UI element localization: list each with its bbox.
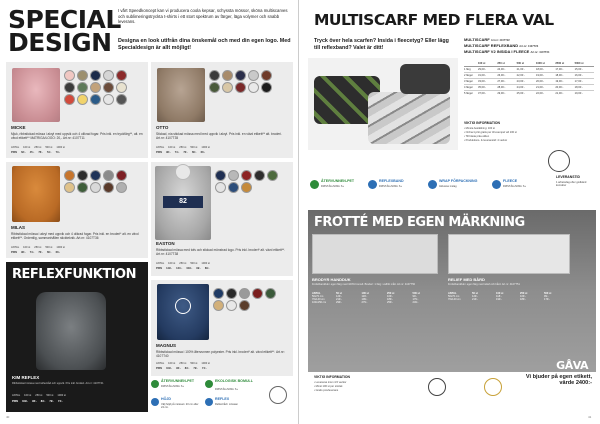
badge-title: EKOLOGISK BOMULL bbox=[215, 379, 253, 383]
towel-desc: Frottéhandduk i egen färg med relief och bård. Art.nr: 4107T51 bbox=[448, 283, 520, 286]
table-row: 50x70 cm 129:- 118:- 109:- 99:- bbox=[448, 295, 549, 298]
qty-row: ANTAL 100 st 250 st 500 st 1000 st bbox=[156, 362, 210, 365]
scarves-photo bbox=[308, 58, 458, 150]
info-item: • Minsta beställning: 100 st bbox=[464, 127, 495, 130]
table-header: 100 st 250 st 500 st 1000 st 2500 st 5000 st bbox=[464, 62, 594, 67]
product-desc: Ribbstickad mössa med tofs och stickad mönstrad logo. Pris inkl. broderi* alt. vävd etikett**. Art.nr: 4107T38 bbox=[156, 248, 286, 256]
page-title bbox=[8, 5, 121, 57]
recycle-icon bbox=[310, 180, 319, 189]
product-desc: Stickad, nia stickad mössa med bred uppvik i akryl. Pris inkl. en vävd etikett** alt. broderi. Art.nr: 4107T35 bbox=[156, 132, 282, 140]
beanie-photo bbox=[157, 68, 205, 122]
badge-sub: Reflextråd i mössan bbox=[215, 402, 238, 406]
info-item: • Ordna tryckt gratis per till exempel vid 100 st bbox=[464, 131, 517, 134]
intro-text: I vårt Speedkoncept kan vi producera coola kepsar, schyssta mössor, sköna multiscarves och sublimeringstryckta t-shirts i ett stort spektrum av färger, läga volymer och snabb leverans. bbox=[118, 8, 288, 25]
page-title: MULTISCARF MED FLERA VAL bbox=[314, 11, 554, 29]
towel-name: BRODYR HANDDUK bbox=[312, 277, 351, 282]
product-desc: Mjuk, ribbstickad mössa i akryl med uppvik och 4 olikrad fogar. Pris inkl. en tryckfärg**, alt. en vävd etikett** MATRIGA/LOGO: 20,- Art.nr: 4107T11 bbox=[11, 132, 143, 140]
price-row: PRIS 109:- 96:- 83:- 79:- 74:- bbox=[156, 367, 207, 370]
color-swatches bbox=[213, 288, 277, 311]
badge-title: REFLEX bbox=[215, 397, 230, 401]
scarf-price-table bbox=[464, 62, 594, 96]
feature-sub: FRISTÅLLNING: 6+ bbox=[379, 184, 402, 188]
delivery-label: LEVERANSTID bbox=[556, 175, 580, 179]
beanie-photo bbox=[157, 284, 209, 340]
beanie-photo bbox=[12, 166, 60, 222]
badge-sub: FRISTÅLLNING: 6+ bbox=[161, 384, 184, 388]
scarf-grey bbox=[368, 92, 450, 144]
qty-row: ANTAL 100 st 250 st 500 st 1000 st bbox=[156, 146, 210, 149]
reflex-band-icon bbox=[368, 180, 377, 189]
reflex-section bbox=[6, 262, 148, 412]
variant-name: MULTISCARF V2 INSIDA I FLEECE Art.nr: 4107T24 bbox=[464, 49, 550, 54]
product-desc: Ribbstickad mössa med reflextråd och uppvik. Pris inkl. broderi. Art.nr: 4107T41 bbox=[12, 382, 104, 385]
feature-sub: FRISTÅLLNING: 6+ bbox=[321, 184, 344, 188]
table-row: 2 färger 31,00:- 26,00:- 22,00:- 19,00:- 18,00:- 16,00:- bbox=[464, 73, 594, 79]
price-row: PRIS 96:- 74:- 70:- 66:- 63:- bbox=[156, 151, 206, 154]
product-name: OTTO bbox=[156, 125, 169, 130]
towel-name: RELIEF MED BÅRD bbox=[448, 277, 485, 282]
feature-title: REFLEXBAND bbox=[379, 179, 404, 183]
beanie-photo bbox=[12, 68, 60, 122]
gift-title: GÅVA bbox=[556, 359, 588, 372]
table-row: 70x140 cm 219:- 199:- 189:- 179:- bbox=[448, 298, 550, 301]
product-card-otto bbox=[151, 62, 293, 158]
feature-title: FLEECE bbox=[503, 179, 518, 183]
table-header: ANTAL 50 st 100 st 250 st 500 st bbox=[448, 292, 552, 295]
feature-strip bbox=[310, 178, 546, 196]
quality-seal-icon bbox=[269, 386, 287, 404]
product-name: EASTON bbox=[156, 241, 175, 246]
color-swatches bbox=[209, 70, 273, 93]
product-name: MILAS bbox=[11, 225, 25, 230]
scarf-question: Tryck över hela scarfen? Insida i fleecetyg? Eller lägg till reflexband? Valet är ditt! bbox=[314, 38, 449, 51]
info-item: • Till bästa präs-stilien bbox=[464, 135, 490, 138]
product-desc: Ribbstickad mössa i 100% återvunnen polyester. Pris inkl. broderi* alt. vävd etikett**. Art.nr: 4107T40 bbox=[156, 350, 285, 358]
qty-row: ANTAL 100 st 250 st 500 st 1000 st bbox=[156, 262, 210, 265]
badge-title: HÖJD bbox=[161, 397, 171, 401]
info-title: VIKTIG INFORMATION bbox=[464, 121, 500, 125]
color-swatches bbox=[64, 170, 128, 193]
title-line-1: SPECIAL bbox=[8, 5, 121, 34]
frotte-title: FROTTÉ MED EGEN MÄRKNING bbox=[314, 215, 525, 230]
table-row: 50x70 cm 129:- 118:- 109:- 99:- bbox=[312, 295, 417, 298]
badge-title: ÅTERVUNNEN-PET bbox=[161, 379, 195, 383]
info-item: • Minst 100 st per storlek bbox=[314, 385, 343, 388]
table-row: 3 färger 33,00:- 27,00:- 23,00:- 20,00:- 19,00:- 17,00:- bbox=[464, 79, 594, 85]
knit-band: 82 bbox=[163, 196, 203, 208]
variant-name: MULTISCARF Art.nr: 4107T22 bbox=[464, 37, 510, 42]
info-item: • Levereras inom 4-5 veckor bbox=[314, 381, 347, 384]
product-name: MICKE bbox=[11, 125, 26, 130]
recycle-icon bbox=[151, 380, 159, 388]
leaf-icon bbox=[205, 380, 213, 388]
frotte-section bbox=[308, 210, 596, 416]
title-line-2: DESIGN bbox=[8, 28, 112, 57]
table-header: ANTAL 50 st 100 st 250 st 500 st bbox=[312, 292, 420, 295]
product-card-easton bbox=[151, 162, 293, 276]
towel-price-table-2 bbox=[448, 292, 568, 301]
feature-title: WRAP FÖRPACKNING bbox=[439, 179, 478, 183]
table-row: 100x150 cm 299:- 279:- 259:- 249:- bbox=[312, 301, 419, 304]
price-row: PRIS 62:- 45:- 76:- 54:- 74:- bbox=[11, 151, 61, 154]
pompom bbox=[175, 164, 191, 180]
badge-sub: Välj höjd på mössan: 20 cm eller 24 cm. bbox=[161, 402, 199, 409]
info-item: • Gratis provleverans bbox=[314, 389, 339, 392]
qty-row: ANTAL 100 st 250 st 500 st 1000 st bbox=[11, 146, 65, 149]
product-name: MAGNUS bbox=[156, 343, 176, 348]
reflex-icon bbox=[205, 398, 213, 406]
product-name: KIM REFLEX bbox=[12, 375, 40, 380]
page-number: 40 bbox=[6, 415, 10, 419]
towel-photo-2 bbox=[448, 234, 570, 274]
oeko-tex-icon bbox=[484, 378, 502, 396]
page-number: 41 bbox=[588, 415, 592, 419]
tagline: Designa en look utifrån dina önskemål och med din egen logo. Med Specialdesign är allt möjligt! bbox=[118, 38, 291, 51]
badge-strip bbox=[151, 380, 293, 416]
color-swatches bbox=[215, 170, 279, 193]
fleece-icon bbox=[492, 180, 501, 189]
price-row: PRIS 109:- 96:- 83:- 79:- 74:- bbox=[12, 400, 63, 403]
scarf-black bbox=[400, 64, 450, 94]
feature-title: ÅTERVUNNEN-PET bbox=[321, 179, 355, 183]
price-row: PRIS 149:- 124:- 109:- 99:- 89:- bbox=[156, 267, 210, 270]
towel-price-table bbox=[312, 292, 438, 304]
variant-name: MULTISCARF REFLEXBAND Art.nr: 4107T23 bbox=[464, 43, 539, 48]
wrap-package-icon bbox=[428, 180, 437, 189]
product-card-magnus bbox=[151, 280, 293, 376]
gift-text: Vi bjuder på egen etikett, värde 2400:- bbox=[525, 374, 592, 387]
delivery-text: 1 arbetsdag efter godkänd korrektur bbox=[556, 181, 587, 188]
delivery-seal-icon bbox=[428, 378, 446, 396]
feature-sub: FRISTÅLLNING: 6+ bbox=[503, 184, 526, 188]
table-row: 5 färger 37,00:- 29,00:- 25,00:- 22,00:- 21,00:- 19,00:- bbox=[464, 92, 583, 95]
right-page bbox=[300, 0, 600, 424]
height-icon bbox=[151, 398, 159, 406]
product-desc: Ribbstickad mössa i akryl med uppvik och 4 olikrad fogar. Pris inkl. en broderi* alt. en vävd etikett**. Ordentlig, sammanhållen stickteknik. Art.nr: 4107T36 bbox=[11, 232, 139, 240]
table-row: 1 färg 29,00:- 24,00:- 21,00:- 18,00:- 17,00:- 15,00:- bbox=[464, 67, 594, 73]
price-row: PRIS 96:- 74:- 70:- 66:- 63:- bbox=[11, 251, 61, 254]
table-row: 4 färger 35,00:- 28,00:- 24,00:- 21,00:- 20,00:- 18,00:- bbox=[464, 85, 594, 91]
towel-photo-1 bbox=[312, 234, 438, 274]
delivery-seal-icon bbox=[548, 150, 570, 172]
towel-desc: Frottéhandduk i egen färg med 100% bomull. Broderi: 1 färg i valfritt mått. Art.nr: 4107T50 bbox=[312, 283, 416, 286]
logo-circle bbox=[175, 298, 191, 314]
badge-sub: FRISTÅLLNING: 6+ bbox=[215, 388, 238, 391]
qty-row: ANTAL 100 st 250 st 500 st 1000 st bbox=[12, 394, 66, 397]
color-swatches bbox=[64, 70, 128, 105]
left-page bbox=[0, 0, 299, 424]
info-title: VIKTIG INFORMATION bbox=[314, 375, 350, 379]
beanie-photo bbox=[155, 166, 211, 240]
reflex-beanie-photo bbox=[36, 292, 106, 370]
feature-sub: Inklusive inslag bbox=[439, 184, 457, 188]
info-item: • Produktions- & leveranstid: 4 veckor bbox=[464, 139, 508, 142]
product-card-milas bbox=[6, 162, 148, 258]
product-card-micke bbox=[6, 62, 148, 158]
qty-row: ANTAL 100 st 250 st 500 st 1000 st bbox=[11, 246, 65, 249]
reflex-title: REFLEXFUNKTION bbox=[12, 267, 136, 282]
table-row: 70x140 cm 219:- 199:- 189:- 179:- bbox=[312, 298, 419, 301]
